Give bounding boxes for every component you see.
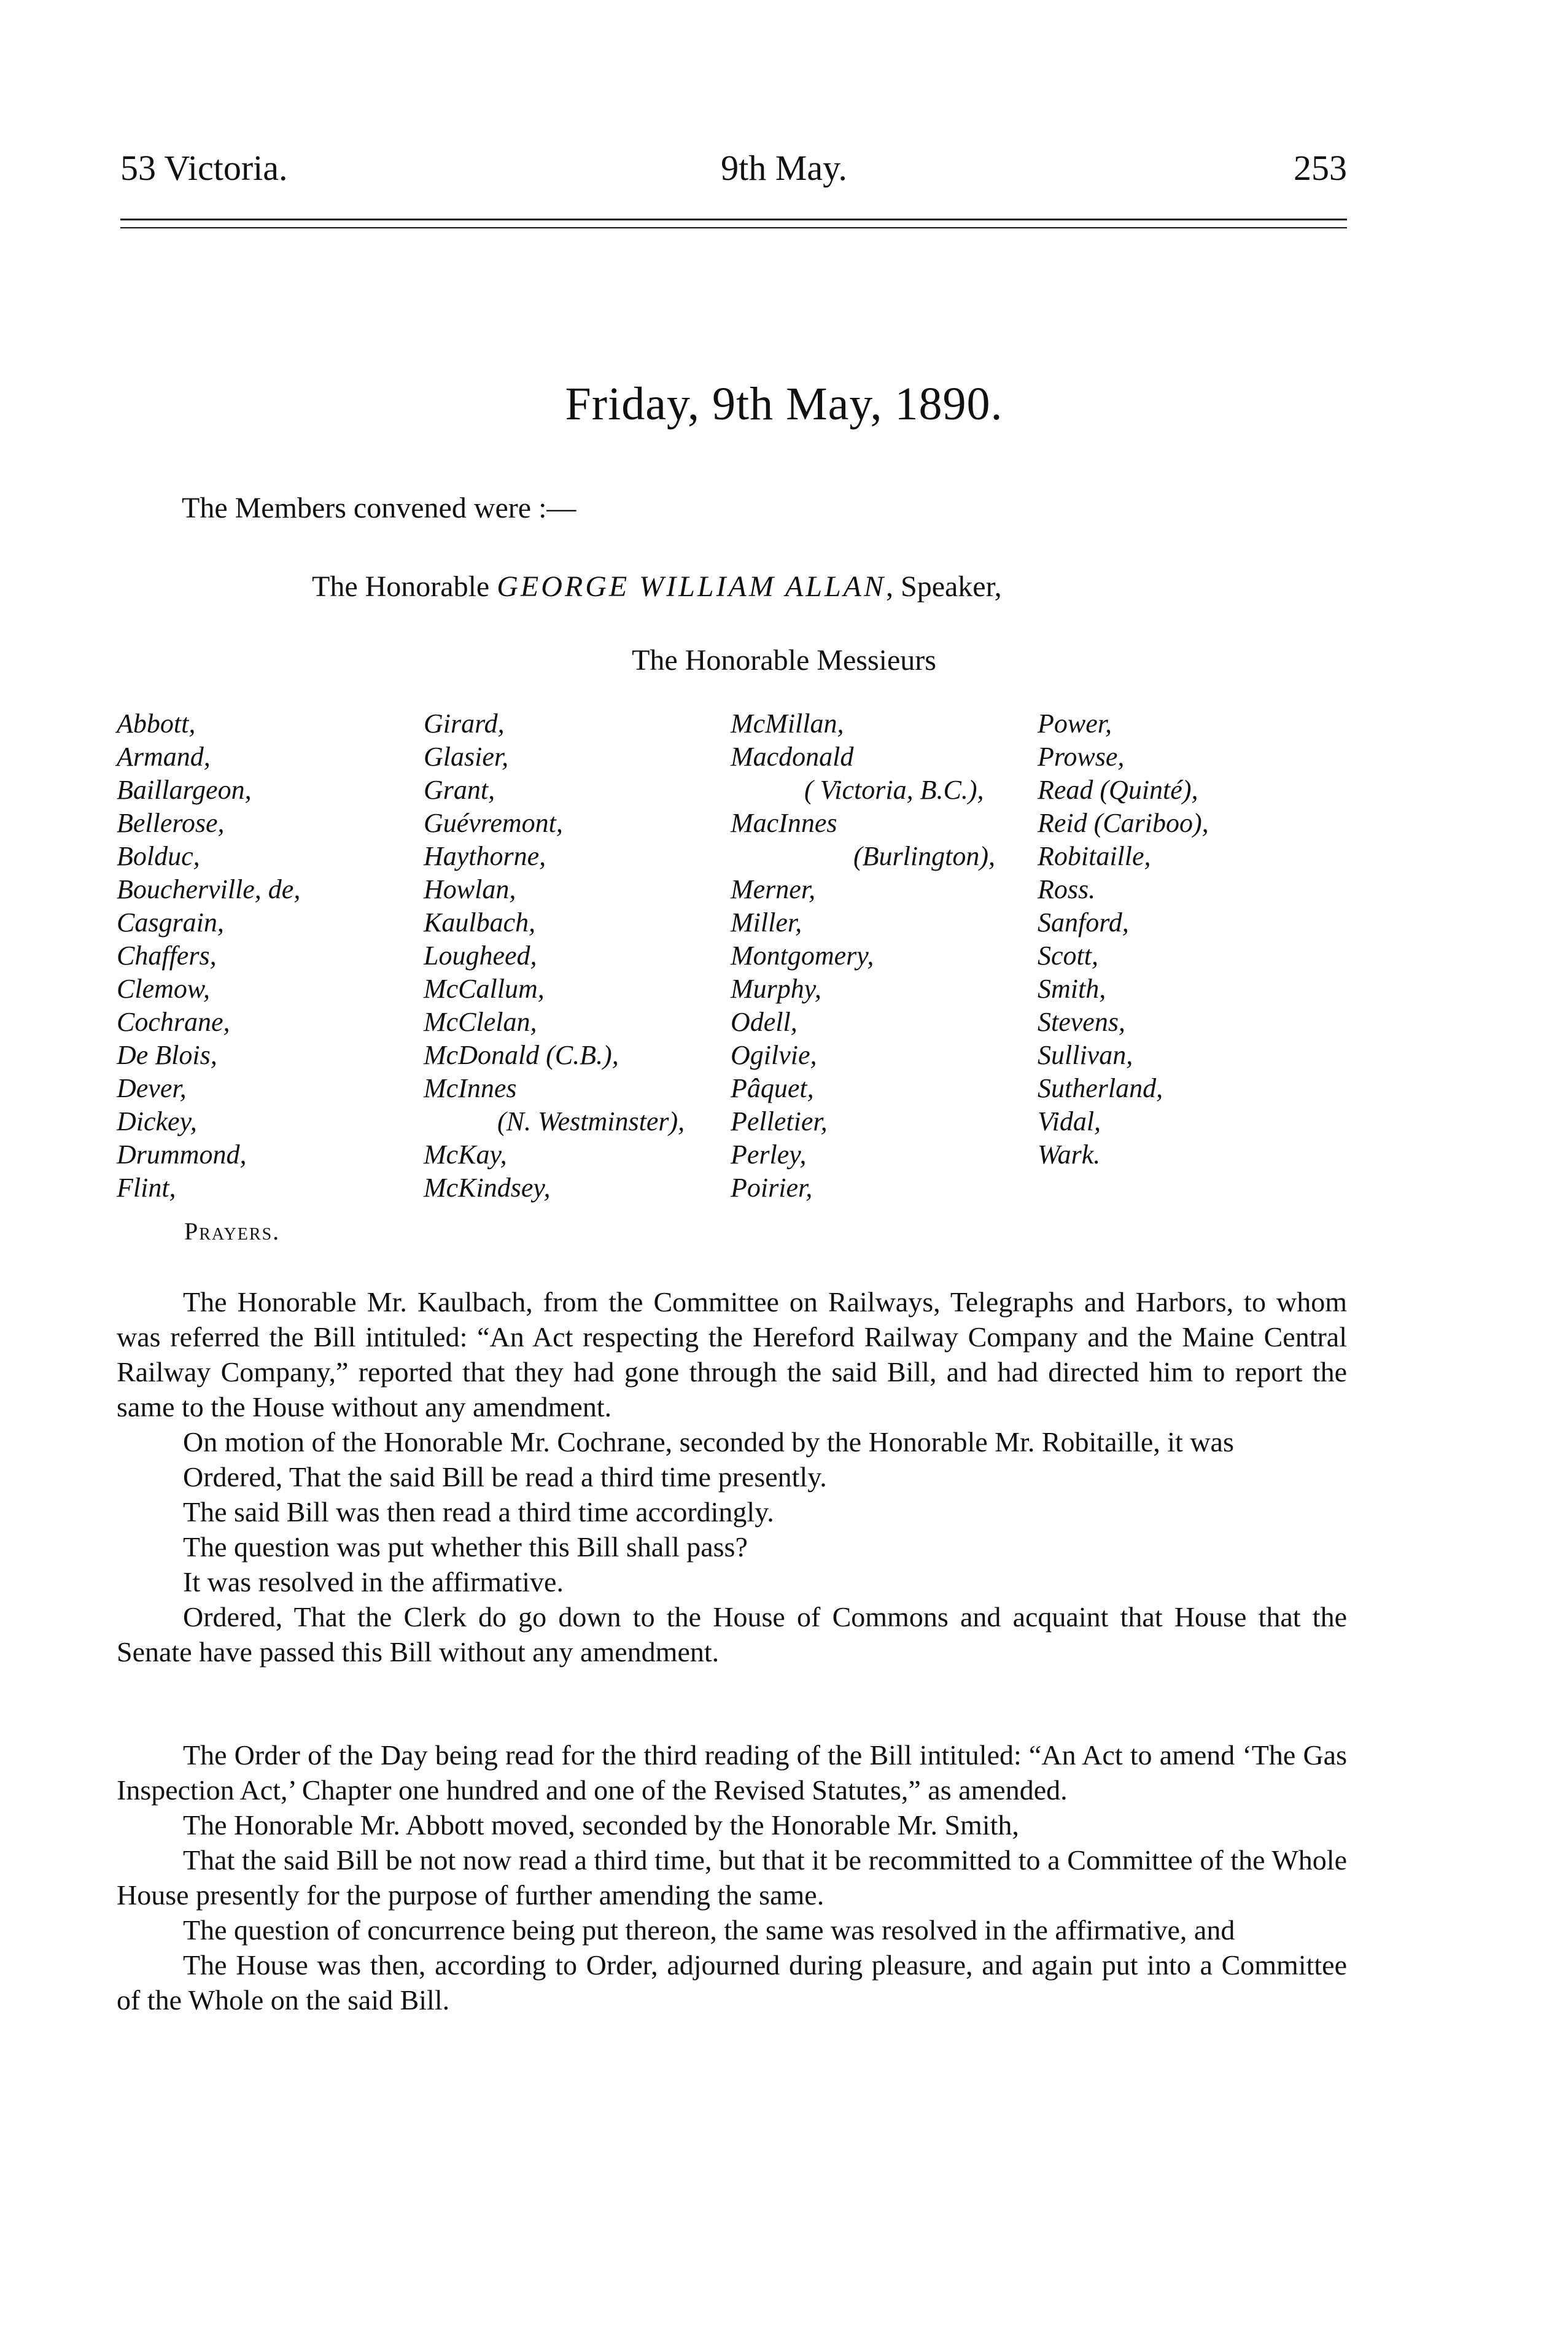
member-name: Bolduc,: [117, 841, 200, 871]
member-name: Howlan,: [424, 874, 516, 904]
member-name: Pâquet,: [731, 1073, 814, 1103]
paragraph: The Order of the Day being read for the third reading of the Bill intituled: “An Act to amend ‘The Gas Inspection Act,’ Chapter one hundred and one of the Revised Statutes,” as amended.: [117, 1739, 1347, 1806]
member-name: McMillan,: [731, 709, 844, 739]
member-name: Sutherland,: [1038, 1073, 1163, 1103]
member-name: Montgomery,: [731, 941, 874, 971]
member-name: Smith,: [1038, 974, 1106, 1004]
member-name: Dickey,: [117, 1106, 197, 1136]
members-convened-line: The Members convened were :—: [182, 492, 576, 524]
members-column-2: [424, 707, 685, 1205]
member-name: Robitaille,: [1038, 841, 1151, 871]
member-name: McDonald (C.B.),: [424, 1040, 619, 1070]
member-name: Guévremont,: [424, 808, 563, 838]
header-rule-bottom: [120, 227, 1347, 228]
member-name: Haythorne,: [424, 841, 546, 871]
member-name: Baillargeon,: [117, 775, 252, 805]
member-name: Girard,: [424, 709, 505, 739]
member-name: Vidal,: [1038, 1106, 1101, 1136]
member-name: Ogilvie,: [731, 1040, 817, 1070]
paragraph: Ordered, That the Clerk do go down to the House of Commons and acquaint that House that the Senate have passed this Bill without any amendment.: [117, 1601, 1347, 1667]
member-name: Casgrain,: [117, 907, 224, 938]
member-name: Dever,: [117, 1073, 187, 1103]
member-name: Kaulbach,: [424, 907, 536, 938]
member-name: De Blois,: [117, 1040, 217, 1070]
member-name: Glasier,: [424, 742, 509, 772]
paragraph: The question of concurrence being put thereon, the same was resolved in the affirmative, and: [183, 1914, 1235, 1946]
member-name: Drummond,: [117, 1139, 247, 1170]
gas-inspection-bill-section: [117, 1737, 1347, 2017]
member-name: Chaffers,: [117, 941, 217, 971]
member-name: McKay,: [424, 1139, 507, 1170]
members-column-4: [1038, 707, 1209, 1171]
paragraph: The said Bill was then read a third time accordingly.: [183, 1496, 774, 1528]
member-name: McCallum,: [424, 974, 545, 1004]
member-name: Cochrane,: [117, 1007, 230, 1037]
member-name-continuation: (Burlington),: [853, 841, 995, 871]
member-name: Pelletier,: [731, 1106, 828, 1136]
paragraph: The question was put whether this Bill shall pass?: [183, 1531, 748, 1563]
member-name-continuation: (N. Westminster),: [497, 1106, 685, 1136]
kaulbach-report-section: [117, 1284, 1347, 1669]
member-name: Scott,: [1038, 941, 1098, 971]
speaker-prefix: The Honorable: [312, 570, 490, 603]
running-head-date: 9th May.: [721, 148, 847, 188]
speaker-suffix: , Speaker,: [886, 570, 1002, 603]
member-name: Flint,: [117, 1173, 176, 1203]
member-name: Grant,: [424, 775, 495, 805]
paragraph: The Honorable Mr. Kaulbach, from the Committee on Railways, Telegraphs and Harbors, to whom was referred the Bill intituled: “An Act respecting the Hereford Railway Company and the Maine Central Railway Company,” reported that they had gone through the said Bill, and had directed him to report the same to the House without any amendment.: [117, 1286, 1347, 1423]
member-name: Clemow,: [117, 974, 210, 1004]
member-name: Read (Quinté),: [1038, 775, 1198, 805]
member-name: McKindsey,: [424, 1173, 551, 1203]
member-name: Lougheed,: [424, 941, 537, 971]
member-name-continuation: ( Victoria, B.C.),: [804, 775, 984, 805]
members-column-1: [117, 707, 300, 1205]
member-name: Merner,: [731, 874, 816, 904]
header-rule-top: [120, 219, 1347, 220]
messieurs-heading: The Honorable Messieurs: [632, 644, 936, 677]
paragraph: Ordered, That the said Bill be read a third time presently.: [183, 1461, 827, 1493]
prayers-heading: Prayers.: [184, 1217, 281, 1245]
member-name: Armand,: [117, 742, 211, 772]
member-name: Miller,: [731, 907, 802, 938]
member-name: Perley,: [731, 1139, 807, 1170]
member-name: Bellerose,: [117, 808, 225, 838]
paragraph: That the said Bill be not now read a third time, but that it be recommitted to a Committee of the Whole House presently for the purpose of further amending the same.: [117, 1844, 1347, 1911]
member-name: Sullivan,: [1038, 1040, 1133, 1070]
date-heading: Friday, 9th May, 1890.: [565, 378, 1003, 430]
member-name: Odell,: [731, 1007, 798, 1037]
members-column-3: [731, 707, 995, 1205]
page-number: 253: [1294, 148, 1347, 188]
speaker-line: [312, 570, 1002, 604]
member-name: McClelan,: [424, 1007, 537, 1037]
member-name: Abbott,: [117, 709, 196, 739]
member-name: Poirier,: [731, 1173, 813, 1203]
member-name: Murphy,: [731, 974, 821, 1004]
paragraph: It was resolved in the affirmative.: [183, 1566, 564, 1598]
member-name: Prowse,: [1038, 742, 1125, 772]
running-head-session: 53 Victoria.: [120, 148, 288, 188]
speaker-name: GEORGE WILLIAM ALLAN: [497, 570, 886, 603]
member-name: Wark.: [1038, 1139, 1101, 1170]
member-name: Stevens,: [1038, 1007, 1125, 1037]
paragraph: The Honorable Mr. Abbott moved, seconded by the Honorable Mr. Smith,: [183, 1809, 1019, 1841]
member-name: Boucherville, de,: [117, 874, 301, 904]
member-name: Macdonald: [731, 742, 854, 772]
member-name: Sanford,: [1038, 907, 1129, 938]
member-name: MacInnes: [731, 808, 837, 838]
member-name: Ross.: [1038, 874, 1096, 904]
member-name: Reid (Cariboo),: [1038, 808, 1209, 838]
paragraph: The House was then, according to Order, adjourned during pleasure, and again put into a Committee of the Whole on the said Bill.: [117, 1949, 1347, 2016]
member-name: McInnes: [424, 1073, 517, 1103]
paragraph: On motion of the Honorable Mr. Cochrane, seconded by the Honorable Mr. Robitaille, it was: [183, 1426, 1234, 1458]
member-name: Power,: [1038, 709, 1112, 739]
